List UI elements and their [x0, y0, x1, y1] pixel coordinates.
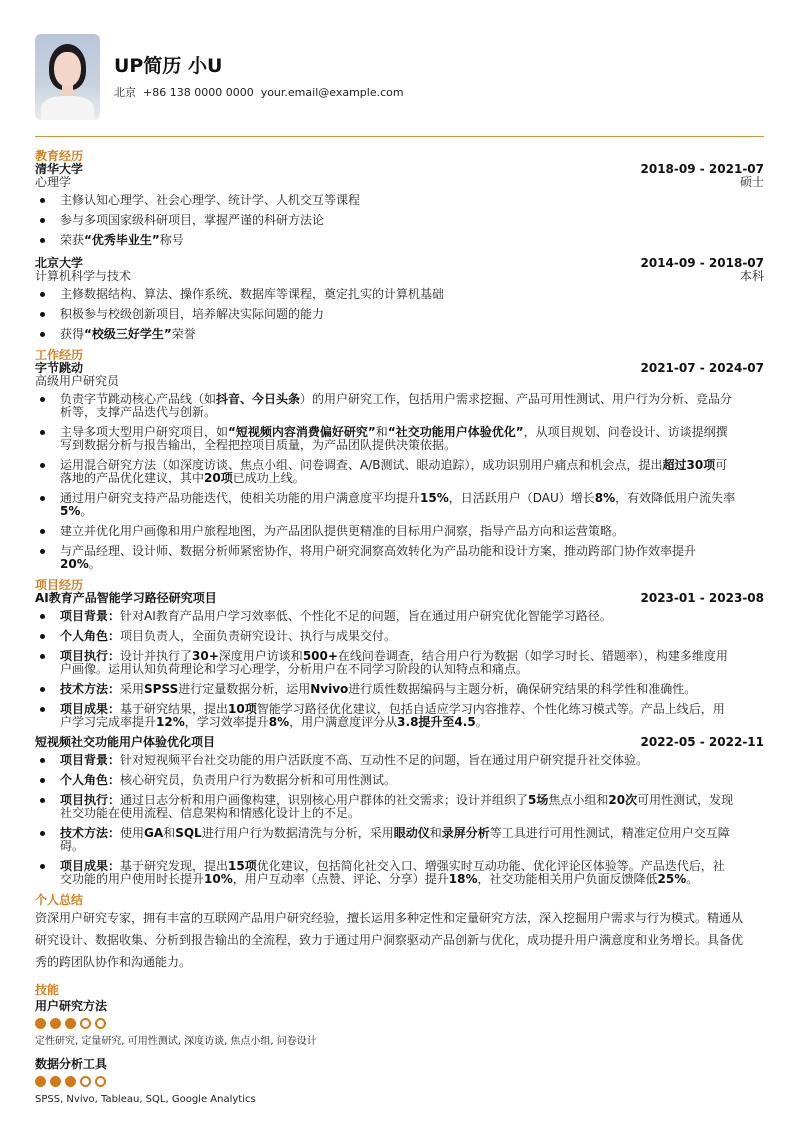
project-bullet-list — [35, 754, 764, 886]
resume-header — [35, 0, 764, 120]
school-name: 北京大学 — [35, 256, 84, 270]
bullet-bold-text: 15项 — [228, 859, 257, 873]
bullet-text: 参与多项国家级科研项目，掌握严谨的科研方法论 — [60, 213, 325, 227]
work-dates: 2021-07 - 2024-07 — [640, 361, 764, 375]
bullet-text: 通过日志分析和用户画像构建，识别核心用户群体的社交需求；设计并组织了 — [120, 793, 529, 807]
skill-level-rating — [35, 1076, 764, 1087]
bullet-bold-text: 10% — [204, 872, 233, 886]
degree: 本科 — [739, 269, 764, 283]
empty-dot-icon — [95, 1076, 106, 1087]
education-entry-head — [35, 257, 764, 270]
bullet-bold-text: “社交功能用户体验优化” — [387, 425, 524, 439]
bullet-bold-text: 技术方法： — [60, 826, 121, 840]
project-bullet — [35, 610, 764, 623]
major: 心理学 — [35, 175, 72, 189]
education-entry-sub — [35, 176, 764, 189]
bullet-text: 获得 — [60, 327, 85, 341]
bullet-text: 可用性测试，发现社交功能在使用流程、信息架构和情感化设计上的不足。 — [60, 793, 734, 820]
education-entry — [35, 257, 764, 341]
education-entry-sub — [35, 270, 764, 283]
bullet-bold-text: 8% — [268, 715, 290, 729]
bullet-text: 在线问卷调查，结合用户行为数据（如学习时长、错题率），构建多维度用户画像。运用认知负荷理论和学习心理学，分析用户在不同学习阶段的认知特点和痛点。 — [60, 649, 728, 676]
project-bullet — [35, 703, 764, 729]
section-title-work: 工作经历 — [35, 348, 84, 362]
contact-line — [114, 86, 404, 100]
bullet-bold-text: 10项 — [228, 702, 257, 716]
bullet-text: 积极参与校级创新项目，培养解决实际问题的能力 — [60, 307, 325, 321]
bullet-text: ，有效降低用户流失率 — [615, 491, 736, 505]
project-bullet — [35, 860, 764, 886]
bullet-text: 等工具进行可用性测试，精准定位用户交互障碍。 — [60, 826, 730, 853]
phone: +86 138 0000 0000 — [143, 86, 254, 100]
work-bullet — [35, 525, 764, 538]
bullet-text: 项目负责人，全面负责研究设计、执行与成果交付。 — [120, 629, 397, 643]
filled-dot-icon — [65, 1076, 76, 1087]
education-dates: 2018-09 - 2021-07 — [640, 162, 764, 176]
bullet-text: 通过用户研究支持产品功能迭代，使相关功能的用户满意度平均提升 — [60, 491, 421, 505]
major: 计算机科学与技术 — [35, 269, 132, 283]
education-bullet — [35, 194, 764, 207]
bullet-text: 已成功上线。 — [232, 471, 305, 485]
bullet-text: 基于研究结果，提出 — [120, 702, 229, 716]
skill-name: 用户研究方法 — [35, 999, 108, 1013]
bullet-bold-text: 项目成果： — [60, 859, 121, 873]
bullet-text: 荣获 — [60, 233, 85, 247]
bullet-text: 进行定量数据分析，运用 — [178, 682, 311, 696]
school-name: 清华大学 — [35, 162, 84, 176]
project-entry-head — [35, 592, 764, 605]
project-entry-head — [35, 736, 764, 749]
bullet-text: 进行用户行为数据清洗与分析，采用 — [201, 826, 394, 840]
bullet-bold-text: 个人角色： — [60, 773, 121, 787]
degree: 硕士 — [739, 175, 764, 189]
work-bullet — [35, 393, 764, 419]
bullet-text: 采用 — [120, 682, 145, 696]
bullet-bold-text: 项目背景： — [60, 753, 121, 767]
bullet-text: 智能学习路径优化建议，包括自适应学习内容推荐、个性化练习模式等。产品上线后，用户学习完成率提升 — [60, 702, 725, 729]
header-info — [114, 54, 404, 101]
education-list — [35, 163, 764, 341]
skills-list — [35, 999, 764, 1107]
bullet-bold-text: 18% — [448, 872, 478, 886]
bullet-text: 荣誉 — [171, 327, 196, 341]
work-entry-sub — [35, 375, 764, 388]
education-bullet — [35, 214, 764, 227]
skill-details: 定性研究, 定量研究, 可用性测试, 深度访谈, 焦点小组, 问卷设计 — [35, 1036, 317, 1047]
bullet-bold-text: 项目成果： — [60, 702, 121, 716]
section-title-skills: 技能 — [35, 983, 60, 997]
bullet-bold-text: SPSS — [144, 682, 179, 696]
project-entry — [35, 736, 764, 886]
bullet-bold-text: 500+ — [302, 649, 338, 663]
bullet-text: 深度用户访谈和 — [218, 649, 303, 663]
bullet-text: 主修数据结构、算法、操作系统、数据库等课程，奠定扎实的计算机基础 — [60, 287, 445, 301]
avatar — [35, 34, 100, 120]
bullet-text: 优化建议，包括简化社交入口、增强实时互动功能、优化评论区体验等。产品迭代后，社交功能的用户使用时长提升 — [60, 859, 725, 886]
work-bullet — [35, 459, 764, 485]
header-divider — [35, 136, 764, 137]
education-bullet — [35, 288, 764, 301]
education-bullet — [35, 234, 764, 247]
filled-dot-icon — [35, 1018, 46, 1029]
bullet-text: 。 — [475, 715, 488, 729]
education-bullet — [35, 328, 764, 341]
bullet-text: 。 — [88, 557, 101, 571]
bullet-bold-text: 25% — [657, 872, 687, 886]
section-title-projects: 项目经历 — [35, 578, 84, 592]
project-bullet-list — [35, 610, 764, 729]
bullet-text: ，日活跃用户（DAU）增长 — [448, 491, 595, 505]
bullet-text: 针对AI教育产品用户学习效率低、个性化不足的问题，旨在通过用户研究优化智能学习路径。 — [120, 609, 612, 623]
bullet-text: 核心研究员，负责用户行为数据分析和可用性测试。 — [120, 773, 397, 787]
filled-dot-icon — [50, 1018, 61, 1029]
bullet-bold-text: 项目执行： — [60, 793, 121, 807]
project-dates: 2022-05 - 2022-11 — [640, 735, 764, 749]
education-bullet — [35, 308, 764, 321]
bullet-bold-text: 个人角色： — [60, 629, 121, 643]
skill-details: SPSS, Nvivo, Tableau, SQL, Google Analytics — [35, 1094, 256, 1105]
project-dates: 2023-01 - 2023-08 — [640, 591, 764, 605]
skill-name: 数据分析工具 — [35, 1057, 108, 1071]
avatar-face — [54, 52, 81, 87]
filled-dot-icon — [35, 1076, 46, 1087]
work-entry-head — [35, 362, 764, 375]
work-bullet — [35, 492, 764, 518]
bullet-text: 称号 — [159, 233, 184, 247]
bullet-text: 使用 — [120, 826, 145, 840]
education-entry-head — [35, 163, 764, 176]
bullet-text: 和 — [163, 826, 176, 840]
bullet-text: ）的用户研究工作，包括用户需求挖掘、产品可用性测试、用户行为分析、竞品分析等，支撑产品迭代与创新。 — [60, 392, 733, 419]
section-title-summary: 个人总结 — [35, 893, 84, 907]
bullet-bold-text: 8% — [594, 491, 616, 505]
bullet-text: 主修认知心理学、社会心理学、统计学、人机交互等课程 — [60, 193, 361, 207]
bullet-bold-text: Nvivo — [310, 682, 349, 696]
bullet-text: 。 — [686, 872, 699, 886]
bullet-bold-text: 20次 — [608, 793, 638, 807]
bullet-text: 负责字节跳动核心产品线（如 — [60, 392, 217, 406]
bullet-bold-text: 12% — [156, 715, 185, 729]
bullet-text: 和 — [375, 425, 388, 439]
city: 北京 — [114, 86, 136, 100]
work-entry — [35, 362, 764, 571]
education-entry — [35, 163, 764, 247]
project-name: AI教育产品智能学习路径研究项目 — [35, 591, 217, 605]
work-bullet — [35, 426, 764, 452]
bullet-bold-text: GA — [144, 826, 164, 840]
bullet-text: ，用户满意度评分从 — [289, 715, 398, 729]
bullet-text: 设计并执行了 — [120, 649, 193, 663]
bullet-bold-text: 15% — [420, 491, 449, 505]
bullet-bold-text: 眼动仪 — [393, 826, 430, 840]
bullet-text: ，学习效率提升 — [184, 715, 269, 729]
project-bullet — [35, 630, 764, 643]
bullet-bold-text: 项目执行： — [60, 649, 121, 663]
bullet-bold-text: 3.8提升至4.5 — [397, 715, 476, 729]
bullet-bold-text: 20项 — [204, 471, 233, 485]
project-bullet — [35, 683, 764, 696]
job-title: 高级用户研究员 — [35, 374, 120, 388]
empty-dot-icon — [80, 1018, 91, 1029]
empty-dot-icon — [95, 1018, 106, 1029]
filled-dot-icon — [65, 1018, 76, 1029]
email[interactable]: your.email@example.com — [260, 86, 404, 100]
bullet-text: 可落地的产品优化建议，其中 — [60, 458, 728, 485]
bullet-bold-text: 5场 — [528, 793, 549, 807]
bullet-bold-text: 20% — [60, 557, 89, 571]
candidate-name: UP简历 小U — [114, 54, 223, 77]
project-bullet — [35, 827, 764, 853]
bullet-bold-text: 项目背景： — [60, 609, 121, 623]
bullet-text: 和 — [429, 826, 442, 840]
bullet-text: 焦点小组和 — [548, 793, 609, 807]
work-bullet-list — [35, 393, 764, 571]
bullet-text: 进行质性数据编码与主题分析，确保研究结果的科学性和准确性。 — [348, 682, 697, 696]
bullet-bold-text: “优秀毕业生” — [84, 233, 160, 247]
bullet-bold-text: 超过30项 — [662, 458, 716, 472]
bullet-bold-text: 30+ — [192, 649, 219, 663]
education-dates: 2014-09 - 2018-07 — [640, 256, 764, 270]
bullet-bold-text: 技术方法： — [60, 682, 121, 696]
bullet-text: 。 — [80, 504, 93, 518]
section-title-education: 教育经历 — [35, 149, 84, 163]
project-bullet — [35, 754, 764, 767]
bullet-bold-text: 5% — [60, 504, 81, 518]
project-bullet — [35, 774, 764, 787]
bullet-text: 运用混合研究方法（如深度访谈、焦点小组、问卷调查、A/B测试、眼动追踪），成功识别用户痛点和机会点，提出 — [60, 458, 663, 472]
summary-text: 资深用户研究专家，拥有丰富的互联网产品用户研究经验，擅长运用多种定性和定量研究方法，深入挖掘用户需求与行为模式。精通从研究设计、数据收集、分析到报告输出的全流程，致力于通过用户洞察驱动产品创新与优化，成功提升用户满意度和业务增长。具备优秀的跨团队协作和沟通能力。 — [35, 911, 744, 969]
avatar-body — [41, 96, 94, 120]
bullet-bold-text: “短视频内容消费偏好研究” — [228, 425, 376, 439]
project-bullet — [35, 794, 764, 820]
bullet-text: 建立并优化用户画像和用户旅程地图，为产品团队提供更精准的目标用户洞察，指导产品方向和运营策略。 — [60, 524, 625, 538]
empty-dot-icon — [80, 1076, 91, 1087]
company-name: 字节跳动 — [35, 361, 84, 375]
bullet-text: 基于研究发现，提出 — [120, 859, 229, 873]
project-name: 短视频社交功能用户体验优化项目 — [35, 735, 216, 749]
education-bullet-list — [35, 288, 764, 341]
bullet-text: 针对短视频平台社交功能的用户活跃度不高、互动性不足的问题，旨在通过用户研究提升社交体验。 — [120, 753, 649, 767]
project-bullet — [35, 650, 764, 676]
skill-level-rating — [35, 1018, 764, 1029]
project-list — [35, 592, 764, 886]
bullet-text: ，用户互动率（点赞、评论、分享）提升 — [232, 872, 449, 886]
bullet-text: ，社交功能相关用户负面反馈降低 — [477, 872, 658, 886]
bullet-text: ，从项目规划、问卷设计、访谈提纲撰写到数据分析与报告输出，全程把控项目质量，为产品团队提供决策依据。 — [60, 425, 728, 452]
bullet-bold-text: 录屏分析 — [441, 826, 490, 840]
bullet-text: 与产品经理、设计师、数据分析师紧密协作，将用户研究洞察高效转化为产品功能和设计方案，推动跨部门协作效率提升 — [60, 544, 697, 558]
bullet-bold-text: 抖音、今日头条 — [216, 392, 301, 406]
bullet-text: 主导多项大型用户研究项目，如 — [60, 425, 229, 439]
project-entry — [35, 592, 764, 729]
bullet-bold-text: SQL — [175, 826, 202, 840]
work-bullet — [35, 545, 764, 571]
education-bullet-list — [35, 194, 764, 247]
bullet-bold-text: “校级三好学生” — [84, 327, 172, 341]
filled-dot-icon — [50, 1076, 61, 1087]
